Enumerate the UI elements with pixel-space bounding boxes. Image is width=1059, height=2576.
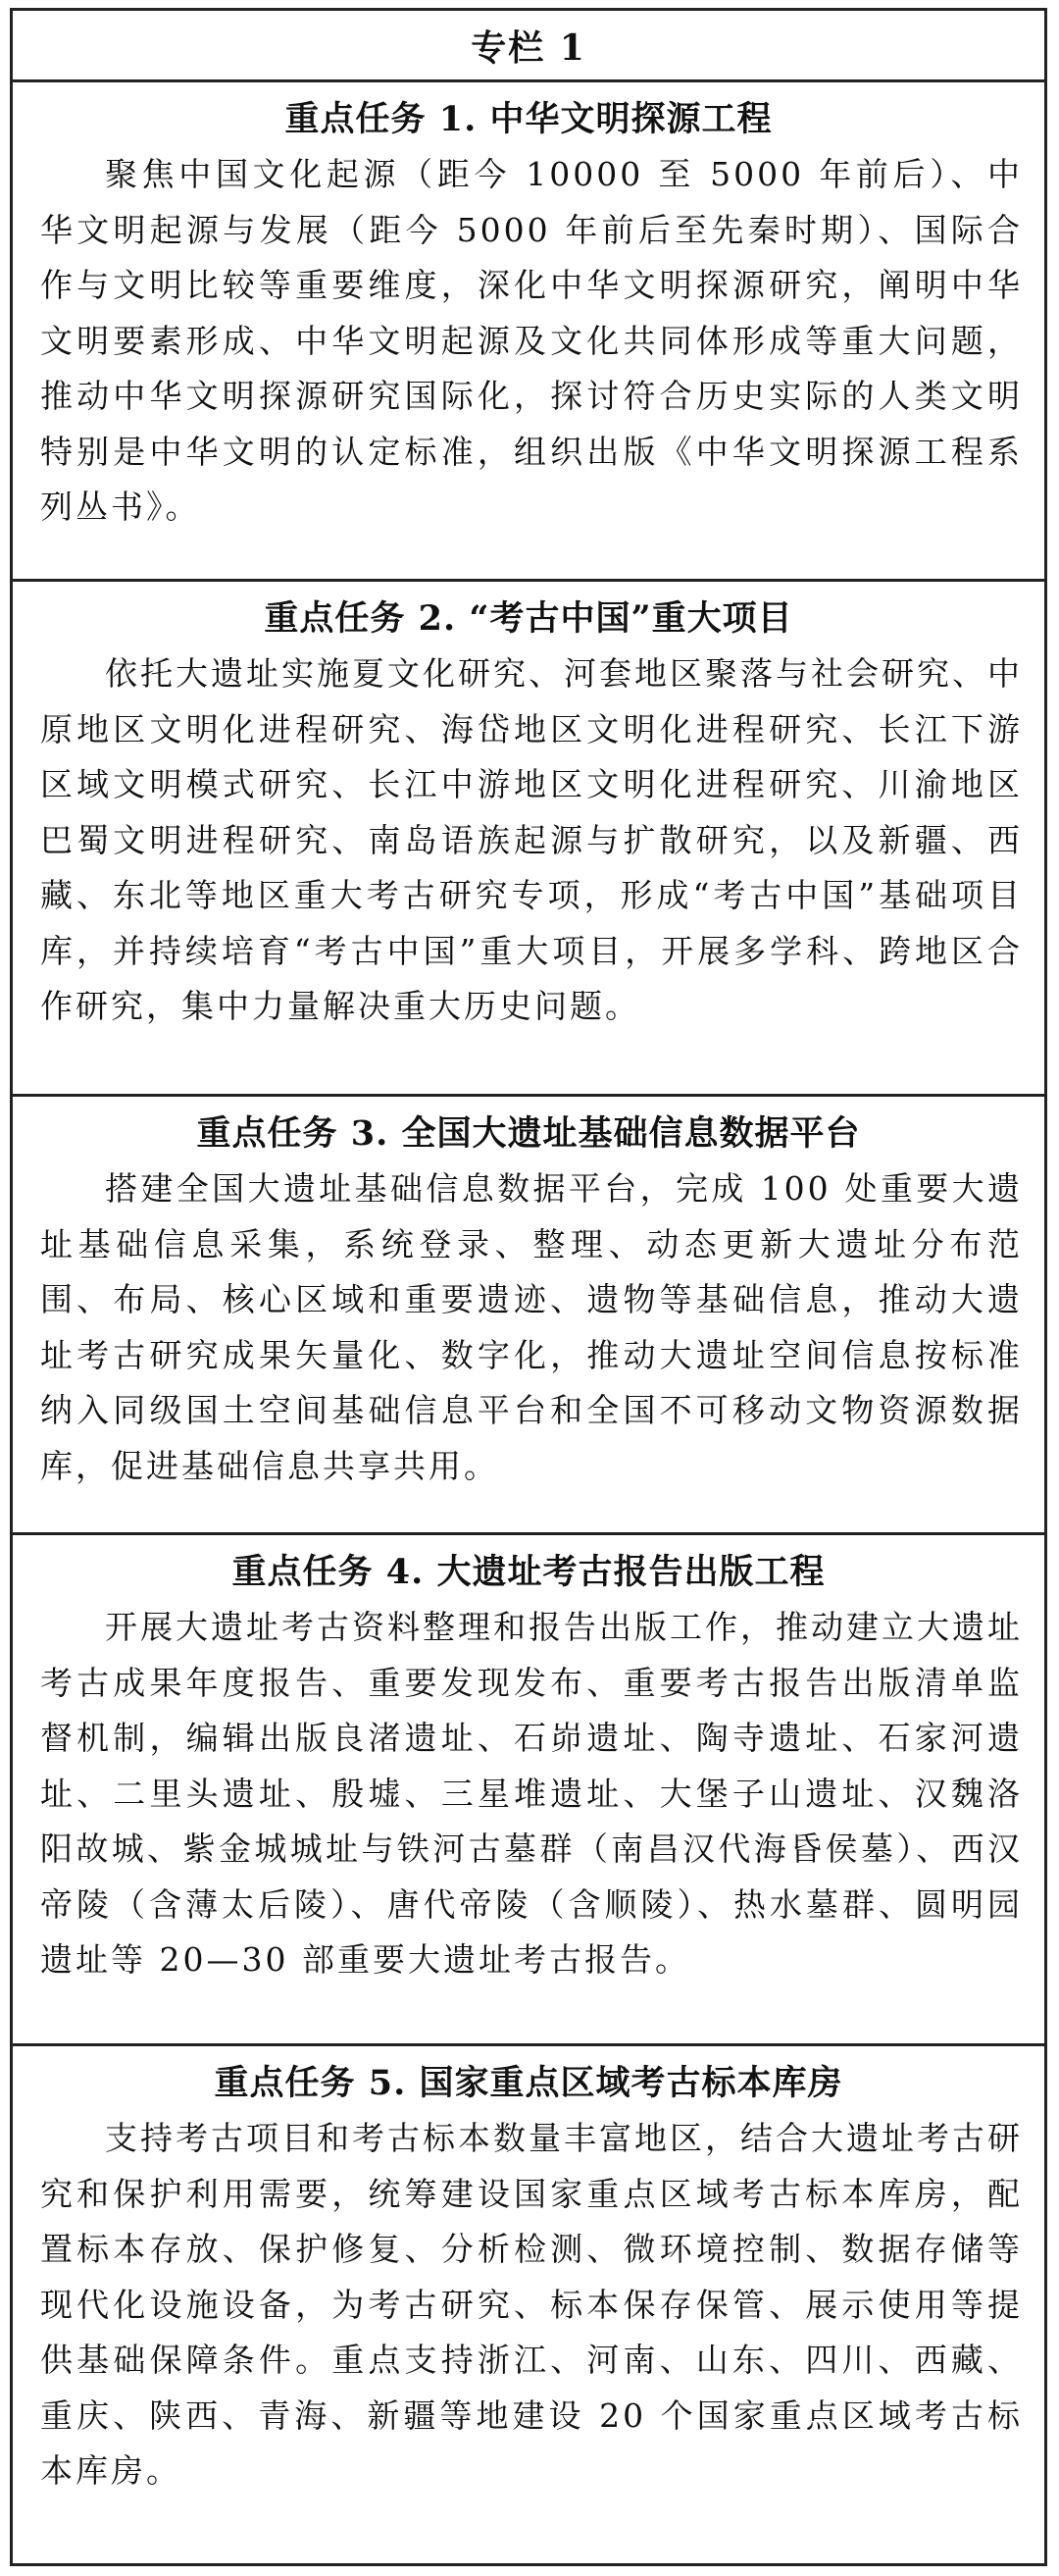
task-title: 重点任务 4. 大遗址考古报告出版工程 [231,1552,826,1592]
task-body: 聚焦中国文化起源（距今 10000 至 5000 年前后）、中华文明起源与发展（距今 5000 年前后至先秦时期）、国际合作与文明比较等重要维度，深化中华文明探源研究，阐明中华文明要素形成、中华文明起源及文化共同体形成等重大问题，推动中华文明探源研究国际化，探讨符合历史实际的人类文明特别是中华文明的认定标准，组织出版《中华文明探源工程系列丛书》。 [40,155,1023,526]
column-title: 专栏 1 [471,26,586,69]
task-body: 支持考古项目和考古标本数量丰富地区，结合大遗址考古研究和保护利用需要，统筹建设国家重点区域考古标本库房，配置标本存放、保护修复、分析检测、微环境控制、数据存储等现代化设施设备，为考古研究、标本保存保管、展示使用等提供基础保障条件。重点支持浙江、河南、山东、四川、西藏、重庆、陕西、青海、新疆等地建设 20 个国家重点区域考古标本库房。 [40,2119,1023,2490]
task-body: 依托大遗址实施夏文化研究、河套地区聚落与社会研究、中原地区文明化进程研究、海岱地区文明化进程研究、长江下游区域文明模式研究、长江中游地区文明化进程研究、川渝地区巴蜀文明进程研究、南岛语族起源与扩散研究，以及新疆、西藏、东北等地区重大考古研究专项，形成“考古中国”基础项目库，并持续培育“考古中国”重大项目，开展多学科、跨地区合作研究，集中力量解决重大历史问题。 [40,654,1023,1025]
task-title: 重点任务 2. “考古中国”重大项目 [264,598,793,639]
column-header [13,11,1044,82]
task-title: 重点任务 5. 国家重点区域考古标本库房 [214,2063,843,2103]
task-body: 开展大遗址考古资料整理和报告出版工作，推动建立大遗址考古成果年度报告、重要发现发布、重要考古报告出版清单监督机制，编辑出版良渚遗址、石峁遗址、陶寺遗址、石家河遗址、二里头遗址、殷墟、三星堆遗址、大堡子山遗址、汉魏洛阳故城、紫金城城址与铁河古墓群（南昌汉代海昏侯墓）、西汉帝陵（含薄太后陵）、唐代帝陵（含顺陵）、热水墓群、圆明园遗址等 20—30 部重要大遗址考古报告。 [40,1608,1023,1979]
task-section-2 [13,582,1044,1097]
task-title: 重点任务 3. 全国大遗址基础信息数据平台 [196,1113,861,1154]
task-body: 搭建全国大遗址基础信息数据平台，完成 100 处重要大遗址基础信息采集，系统登录、整理、动态更新大遗址分布范围、布局、核心区域和重要遗迹、遗物等基础信息，推动大遗址考古研究成果矢量化、数字化，推动大遗址空间信息按标准纳入同级国土空间基础信息平台和全国不可移动文物资源数据库，促进基础信息共享共用。 [40,1169,1023,1485]
task-section-1 [13,82,1044,582]
task-title: 重点任务 1. 中华文明探源工程 [284,99,773,139]
task-section-3 [13,1097,1044,1535]
column-box [10,8,1047,2566]
task-section-4 [13,1535,1044,2046]
task-section-5 [13,2046,1044,2563]
